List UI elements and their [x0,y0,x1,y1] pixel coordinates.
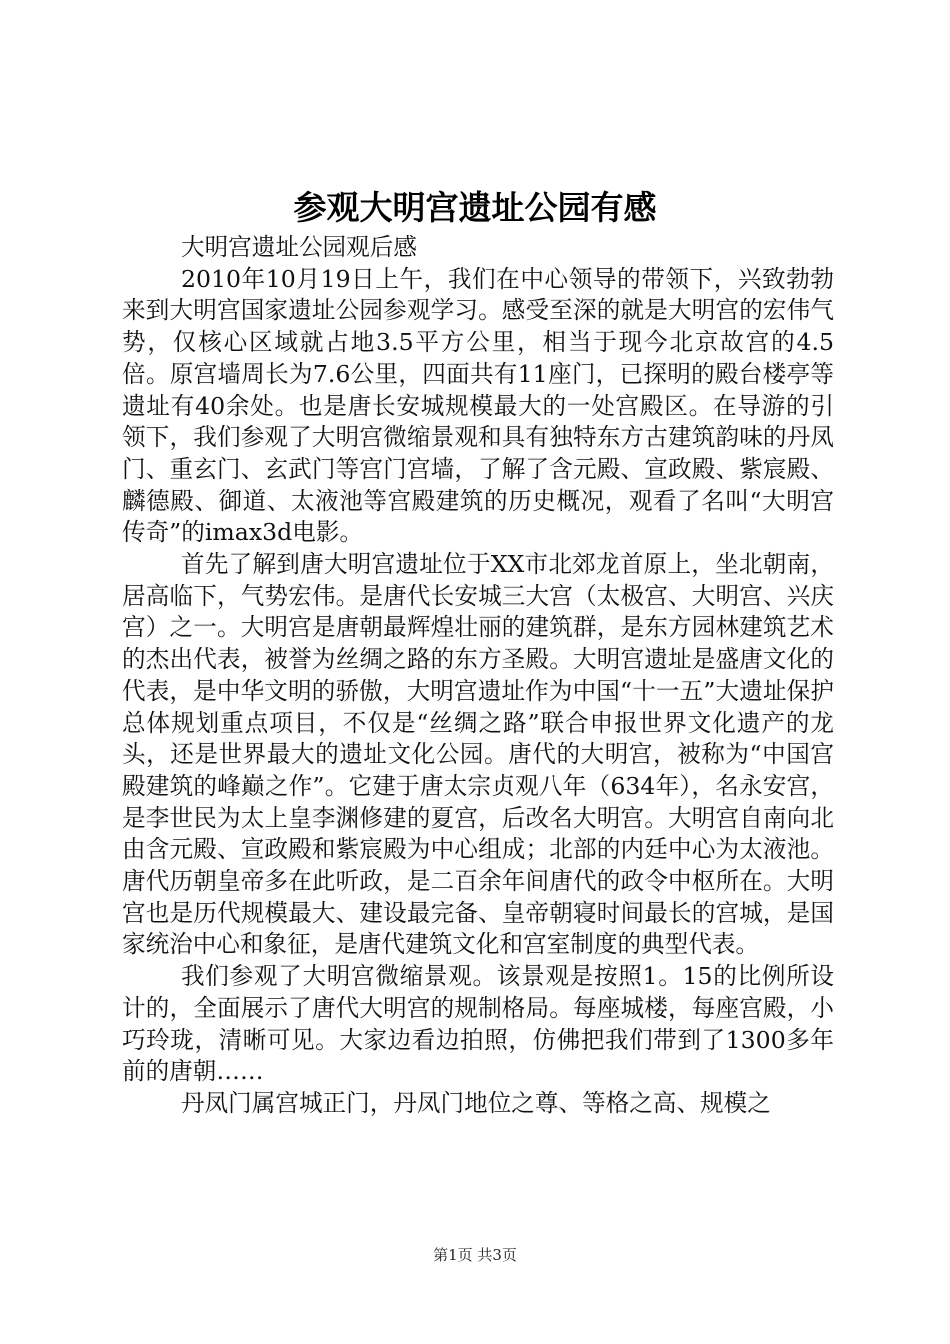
paragraph: 2010年10月19日上午，我们在中心领导的带领下，兴致勃勃来到大明宫国家遗址公园参观学习。感受至深的就是大明宫的宏伟气势，仅核心区域就占地3.5平方公里，相当于现今北京故宫的4.5倍。原宫墙周长为7.6公里，四面共有11座门，已探明的殿台楼亭等遗址有40余处。也是唐长安城规模最大的一处宫殿区。在导游的引领下，我们参观了大明宫微缩景观和具有独特东方古建筑韵味的丹凤门、重玄门、玄武门等宫门宫墙，了解了含元殿、宣政殿、紫宸殿、麟德殿、御道、太液池等宫殿建筑的历史概况，观看了名叫“大明宫传奇”的imax3d电影。 [122,264,834,547]
page-title: 参观大明宫遗址公园有感 [293,188,657,227]
paragraph: 丹凤门属宫城正门，丹凤门地位之尊、等格之高、规模之 [181,1088,771,1117]
document-body [122,232,834,1120]
paragraph-subtitle: 大明宫遗址公园观后感 [181,233,417,261]
page-footer: 第1页 共3页 [433,1246,517,1264]
paragraph: 我们参观了大明宫微缩景观。该景观是按照1。15的比例所设计的，全面展示了唐代大明宫的规制格局。每座城楼，每座宫殿，小巧玲珑，清晰可见。大家边看边拍照，仿佛把我们带到了1300多年前的唐朝…… [122,962,834,1086]
paragraph: 首先了解到唐大明宫遗址位于XX市北郊龙首原上，坐北朝南，居高临下，气势宏伟。是唐代长安城三大宫（太极宫、大明宫、兴庆宫）之一。大明宫是唐朝最辉煌壮丽的建筑群，是东方园林建筑艺术的杰出代表，被誉为丝绸之路的东方圣殿。大明宫遗址是盛唐文化的代表，是中华文明的骄傲，大明宫遗址作为中国“十一五”大遗址保护总体规划重点项目，不仅是“丝绸之路”联合申报世界文化遗产的龙头，还是世界最大的遗址文化公园。唐代的大明宫，被称为“中国宫殿建筑的峰巅之作”。它建于唐太宗贞观八年（634年），名永安宫，是李世民为太上皇李渊修建的夏宫，后改名大明宫。大明宫自南向北由含元殿、宣政殿和紫宸殿为中心组成；北部的内廷中心为太液池。唐代历朝皇帝多在此听政，是二百余年间唐代的政令中枢所在。大明宫也是历代规模最大、建设最完备、皇帝朝寝时间最长的宫城，是国家统治中心和象征，是唐代建筑文化和宫室制度的典型代表。 [122,550,834,959]
